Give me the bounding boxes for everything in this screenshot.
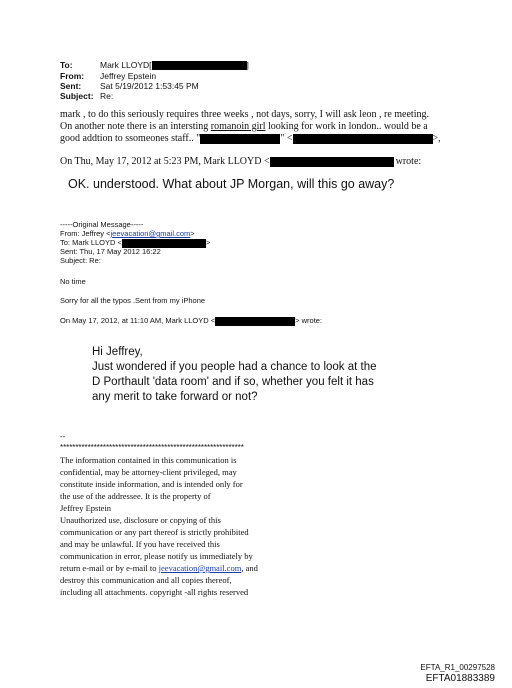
redaction-box [200,134,280,144]
bates-stamp-2: EFTA01883389 [425,673,495,684]
from-value: Jeffrey Epstein [100,71,157,81]
reply-link-text: romanoin girl [210,121,266,132]
header-sent [60,81,199,91]
reply-line-3b: " < [280,133,293,144]
footer-email-link[interactable]: jeevacation@gmail.com [158,563,242,573]
original-typos: Sorry for all the typos .Sent from my iPhone [60,296,206,305]
footer-line: and may be unlawful. If you have received this [60,539,220,549]
original-from-email[interactable]: jeevacation@gmail.com [110,229,191,238]
original-to-a: To: Mark LLOYD < [60,238,122,247]
quote1-intro-b: wrote: [395,156,422,167]
original-quote-a: On May 17, 2012, at 11:10 AM, Mark LLOYD < [60,316,216,325]
original-body: No time [60,277,86,286]
original-from-a: From: Jeffrey < [60,229,111,238]
footer-line-email [60,563,258,573]
footer-line: including all attachments. copyright -all rights reserved [60,587,249,597]
header-subject [60,91,113,101]
footer-line10a: return e-mail or by e-mail to [60,563,159,573]
from-label: From: [60,71,85,81]
quote1-intro [60,156,421,167]
original-from [60,229,195,238]
quote2-line-3: D Porthault 'data room' and if so, whether you felt it has [92,376,374,388]
bates-stamp-1: EFTA_R1_00297528 [420,663,495,672]
original-subject: Subject: Re: [60,256,101,265]
footer-line: constitute inside information, and is intended only for [60,479,243,489]
footer-line10b: , and [241,563,258,573]
header-from [60,71,156,81]
original-title: -----Original Message----- [60,220,144,229]
redaction-box [215,317,295,326]
footer-line: Jeffrey Epstein [60,503,112,513]
reply-line-3c: >, [432,133,441,144]
footer-line: confidential, may be attorney-client privileged, may [60,467,237,477]
footer-line: destroy this communication and all copies thereof, [60,575,232,585]
reply-line-2 [60,121,428,132]
redaction-box [293,134,433,144]
to-label: To: [60,60,73,70]
footer-line: Unauthorized use, disclosure or copying of this [60,515,221,525]
footer-line: communication or any part thereof is strictly prohibited [60,527,249,537]
reply-line-2a: On another note there is an intersting [60,121,211,132]
header-to [60,60,249,70]
original-to-b: > [205,238,211,247]
footer-stars: ************************************************************ [60,443,244,452]
quote2-line-4: any merit to take forward or not? [92,391,258,403]
sent-value: Sat 5/19/2012 1:53:45 PM [100,81,199,91]
reply-line-2c: looking for work in london.. would be a [265,121,428,132]
redaction-box [152,61,247,70]
original-quote-intro [60,316,322,326]
original-sent: Sent: Thu, 17 May 2012 16:22 [60,247,161,256]
quote1-message: OK. understood. What about JP Morgan, will this go away? [68,177,395,191]
footer-line: The information contained in this communication is [60,455,237,465]
to-close: ] [246,60,249,70]
subject-label: Subject: [60,91,94,101]
footer-line: the use of the addressee. It is the property of [60,491,211,501]
original-quote-b: > wrote: [295,316,323,325]
quote2-line-1: Hi Jeffrey, [92,346,143,358]
quote1-intro-a: On Thu, May 17, 2012 at 5:23 PM, Mark LLOYD < [60,156,270,167]
quote2-line-2: Just wondered if you people had a chance to look at the [92,361,377,373]
footer-dashes: -- [60,432,66,441]
redaction-box [270,157,394,167]
reply-line-3 [60,133,441,144]
reply-line-3a: good addtion to ssomeones staff.. " [60,133,201,144]
footer-line: communication in error, please notify us immediately by [60,551,253,561]
reply-line-1: mark , to do this seriously requires three weeks , not days, sorry, I will ask leon , re meeting. [60,109,429,120]
original-from-b: > [190,229,195,238]
to-value: Mark LLOYD[ [100,60,152,70]
sent-label: Sent: [60,81,82,91]
subject-value: Re: [100,91,114,101]
